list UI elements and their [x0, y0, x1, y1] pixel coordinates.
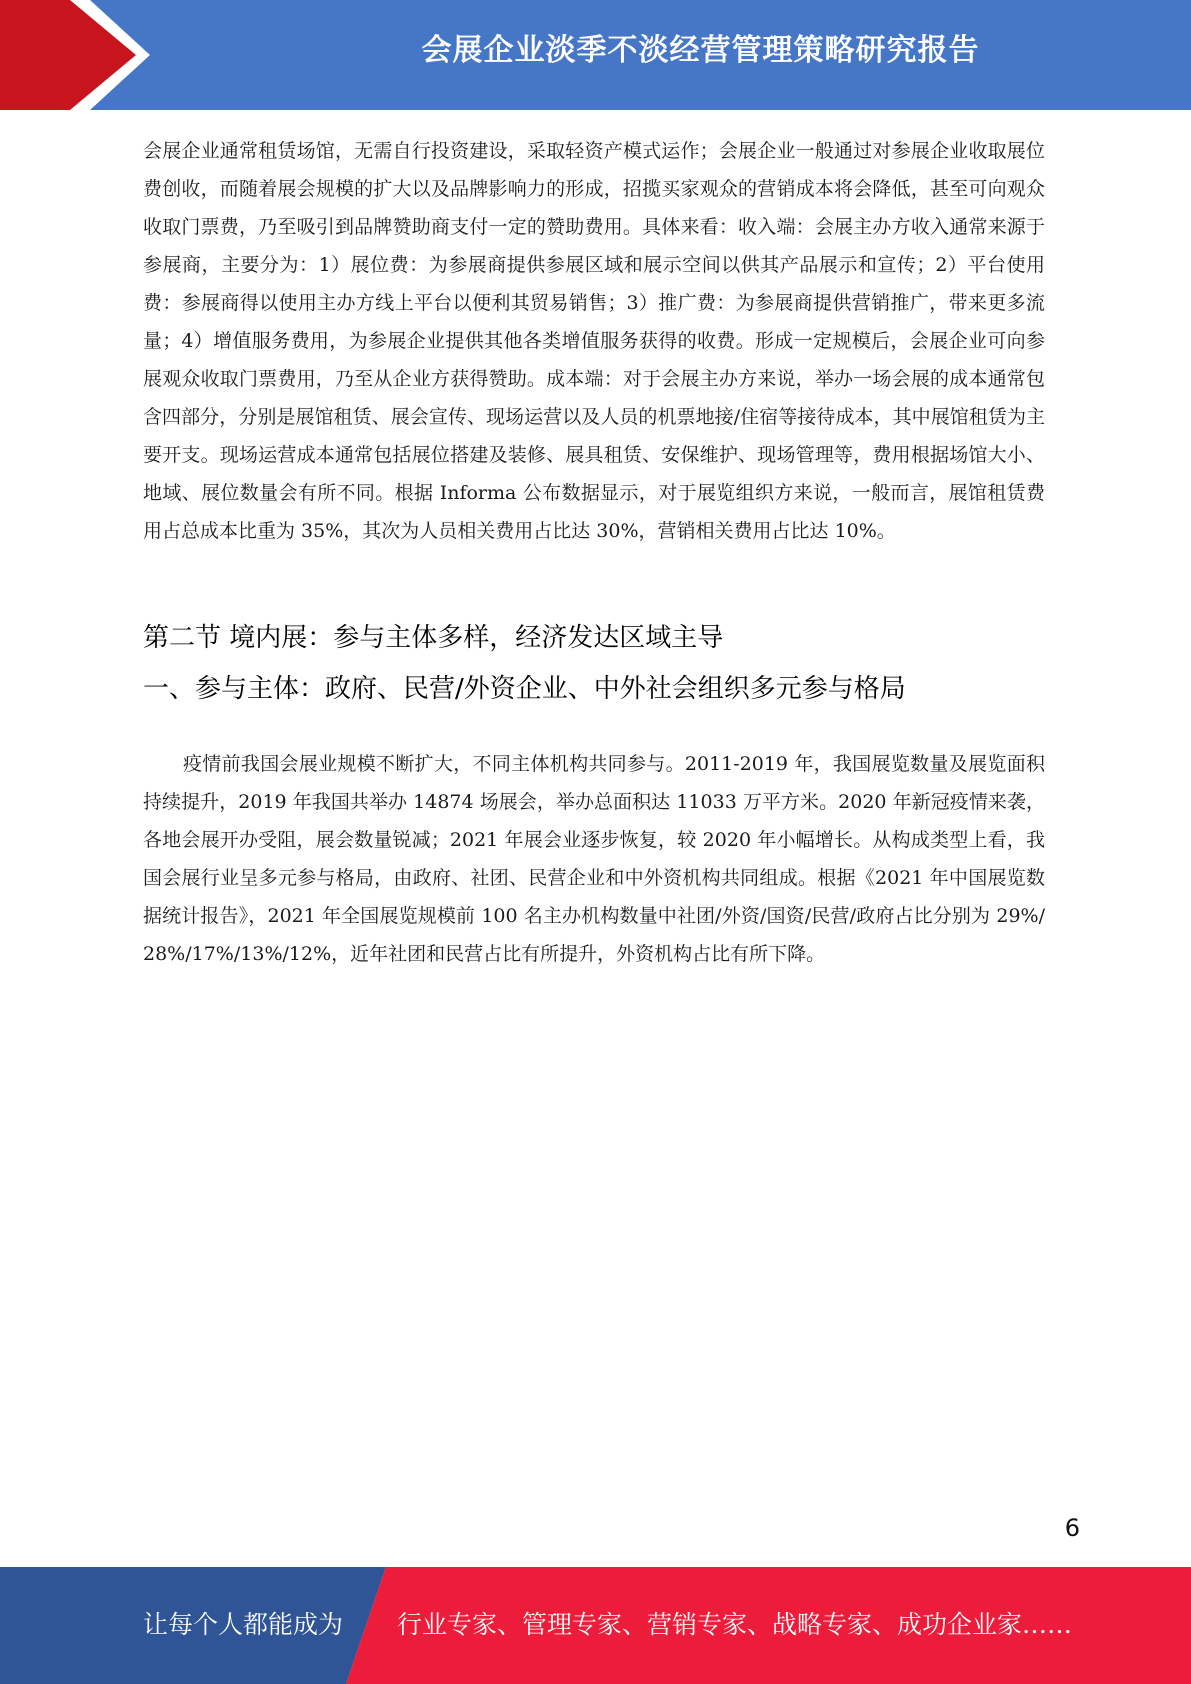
- paragraph-participants: 疫情前我国会展业规模不断扩大，不同主体机构共同参与。2011-2019 年，我国展览数量及展览面积持续提升，2019 年我国共举办 14874 场展会，举办总面积达 11033 万平方米。2020 年新冠疫情来袭，各地会展开办受阻，展会数量锐减；2021 年展会业逐步恢复，较 2020 年小幅增长。从构成类型上看，我国会展行业呈多元参与格局，由政府、社团、民营企业和中外资机构共同组成。根据《2021 年中国展览数据统计报告》，2021 年全国展览规模前 100 名主办机构数量中社团/外资/国资/民营/政府占比分别为 29%/28%/17%/13%/12%，近年社团和民营占比有所提升，外资机构占比有所下降。: [143, 753, 1045, 965]
- page-number: 6: [1064, 1514, 1080, 1542]
- footer-slogan-right: 行业专家、管理专家、营销专家、战略专家、成功企业家……: [397, 1610, 1073, 1639]
- sub-section-title: 一、参与主体：政府、民营/外资企业、中外社会组织多元参与格局: [143, 674, 906, 704]
- report-title: 会展企业淡季不淡经营管理策略研究报告: [421, 33, 980, 68]
- body-text-block-1: [143, 132, 1045, 550]
- body-text-block-2: [143, 745, 1045, 973]
- section-title: 第二节 境内展：参与主体多样，经济发达区域主导: [143, 623, 724, 653]
- header-arrow-red: [0, 0, 136, 110]
- footer-slogan-left: 让每个人都能成为: [143, 1610, 344, 1639]
- paragraph-revenue-cost: 会展企业通常租赁场馆，无需自行投资建设，采取轻资产模式运作；会展企业一般通过对参展企业收取展位费创收，而随着展会规模的扩大以及品牌影响力的形成，招揽买家观众的营销成本将会降低，甚至可向观众收取门票费，乃至吸引到品牌赞助商支付一定的赞助费用。具体来看：收入端：会展主办方收入通常来源于参展商，主要分为：1）展位费：为参展商提供参展区域和展示空间以供其产品展示和宣传；2）平台使用费：参展商得以使用主办方线上平台以便利其贸易销售；3）推广费：为参展商提供营销推广，带来更多流量；4）增值服务费用，为参展企业提供其他各类增值服务获得的收费。形成一定规模后，会展企业可向参展观众收取门票费用，乃至从企业方获得赞助。成本端：对于会展主办方来说，举办一场会展的成本通常包含四部分，分别是展馆租赁、展会宣传、现场运营以及人员的机票地接/住宿等接待成本，其中展馆租赁为主要开支。现场运营成本通常包括展位搭建及装修、展具租赁、安保维护、现场管理等，费用根据场馆大小、地域、展位数量会有所不同。根据 Informa 公布数据显示，对于展览组织方来说，一般而言，展馆租赁费用占总成本比重为 35%，其次为人员相关费用占比达 30%，营销相关费用占比达 10%。: [143, 140, 1045, 542]
- footer-banner: [0, 1567, 1191, 1684]
- header-banner: [0, 0, 1191, 110]
